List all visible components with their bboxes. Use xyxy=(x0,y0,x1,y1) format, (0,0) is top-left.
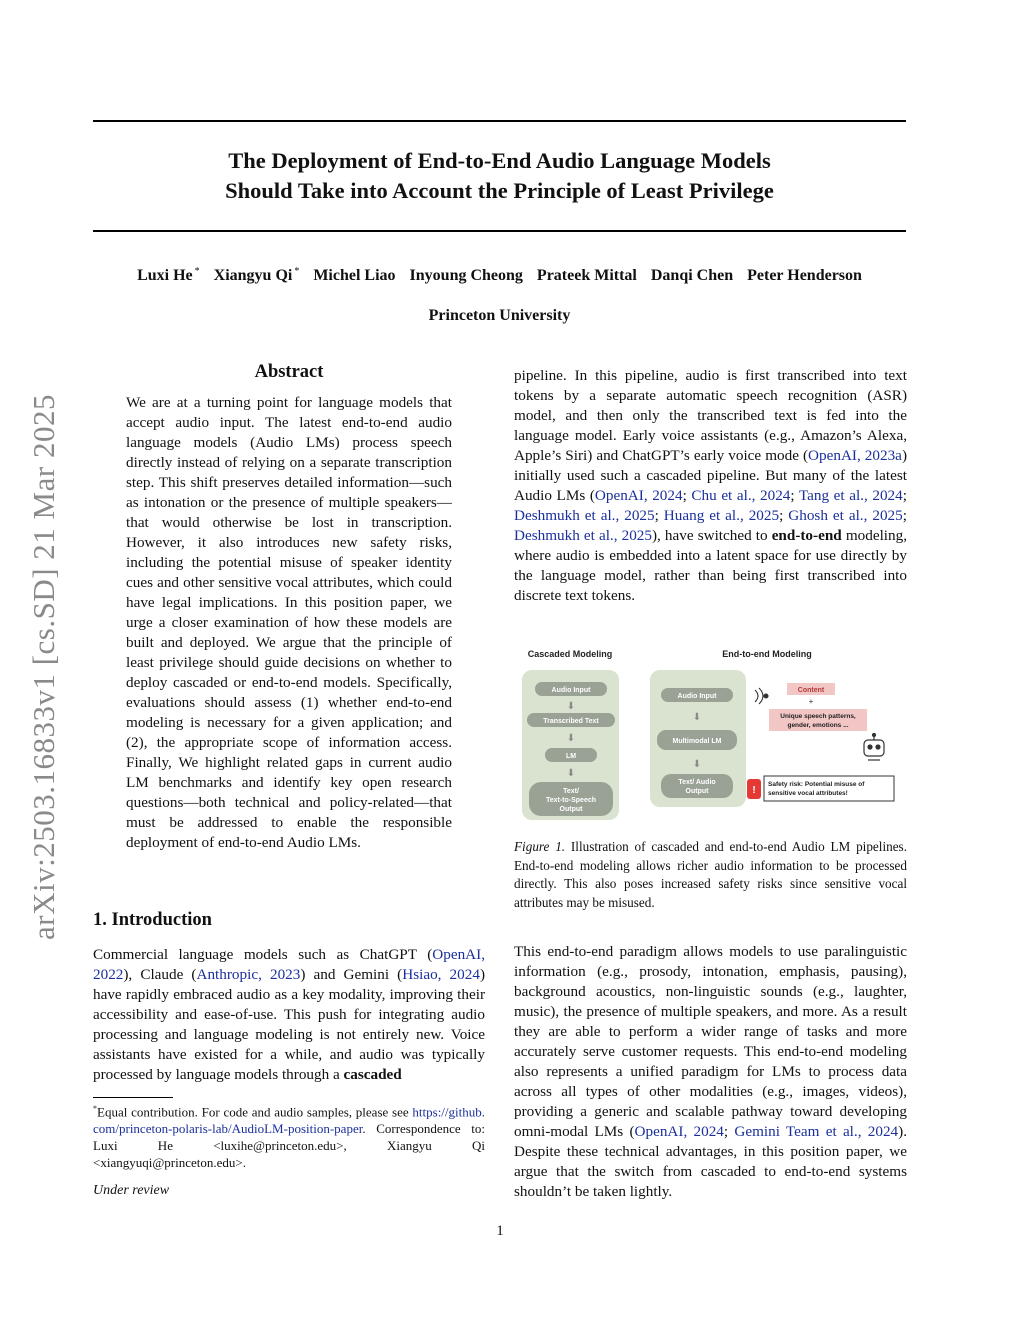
multimodal-lm-label: Multimodal LM xyxy=(672,738,722,745)
author: Michel Liao xyxy=(313,267,396,285)
lm-label: LM xyxy=(565,753,577,760)
alert-mark: ! xyxy=(752,785,756,796)
citation-link[interactable]: Hsiao, 2024 xyxy=(402,966,480,983)
title-line-1: The Deployment of End-to-End Audio Language Models xyxy=(228,148,771,173)
citation-link[interactable]: Gemini Team et al., 2024 xyxy=(734,1123,899,1140)
cascaded-title: Cascaded Modeling xyxy=(527,649,613,659)
arrow-down-icon: ⬇ xyxy=(692,712,702,723)
cascade-output-line-3: Output xyxy=(559,806,583,813)
safety-risk-line-2: sensitive vocal attributes! xyxy=(768,790,848,797)
unique-speech-line-1: Unique speech patterns, xyxy=(780,713,856,720)
e2e-output-line-2: Output xyxy=(685,788,709,795)
author: Xiangyu Qi * xyxy=(213,266,300,285)
footnote: *Equal contribution. For code and audio samples, please see https://github.com/princeton-polaris-lab/AudioLM-position-paper. Correspondence to: Luxi He <luxihe@princeton.edu>, Xiangyu Qi <xiangyuqi@princeton.edu>. xyxy=(93,1104,485,1171)
citation-link[interactable]: OpenAI, 2022 xyxy=(93,946,485,983)
code-url-link[interactable]: https://github.com/princeton-polaris-lab/AudioLM-position-paper xyxy=(93,1104,485,1137)
author: Prateek Mittal xyxy=(536,267,637,285)
section-heading-introduction: 1. Introduction xyxy=(93,910,212,930)
citation-link[interactable]: Tang et al., 2024 xyxy=(798,487,903,504)
pipeline-paragraph: pipeline. In this pipeline, audio is first transcribed into text tokens by a separate automatic speech recognition (ASR) model, and then only the transcribed text is fed into the language model. Early voice assistants (e.g., Amazon’s Alexa, Apple’s Siri) and ChatGPT’s early voice mode (OpenAI, 2023a) initially used such a cascaded pipeline. But many of the latest Audio LMs (OpenAI, 2024; Chu et al., 2024; Tang et al., 2024; Deshmukh et al., 2025; Huang et al., 2025; Ghosh et al., 2025; Deshmukh et al., 2025), have switched to end-to-end modeling, where audio is embedded into a latent space for use directly by the language model, rather than being first transcribed into discrete text tokens. xyxy=(514,367,907,604)
abstract-text: We are at a turning point for language models that accept audio input. The latest end-to-end audio language models (Audio LMs) process speech directly instead of relying on a separate transcription step. This shift preserves detailed information—such as intonation or the presence of multiple speakers—that would otherwise be lost in transcription. However, it also introduces new safety risks, including the potential misuse of speaker identity cues and other sensitive vocal attributes, which could have legal implications. In this position paper, we urge a closer examination of how these models are built and deployed. We argue that the principle of least privilege should guide decisions on whether to deploy cascaded or end-to-end models. Specifically, evaluations should assess (1) whether end-to-end modeling is necessary for a given application; and (2), the appropriate scope of information access. Finally, We highlight related gaps in current audio LM benchmarks and identify key open research questions—both technical and policy-related—that must be addressed to enable the responsible deployment of end-to-end Audio LMs. xyxy=(126,394,452,851)
citation-link[interactable]: Huang et al., 2025 xyxy=(663,507,780,524)
paradigm-paragraph: This end-to-end paradigm allows models to use paralinguistic information (e.g., prosody, intonation, emphasis, pausing), background acoustics, non-linguistic sounds (e.g., laughter, music), the presence of multiple speakers, and more. As a result they are able to perform a wider range of tasks and more accurately serve customer requests. This end-to-end modeling also represents a unified paradigm for LMs to process data across all types of other modalities (e.g., images, videos), providing a generic and scalable pathway toward developing omni-modal LMs (OpenAI, 2024; Gemini Team et al., 2024). Despite these technical advantages, in this position paper, we argue that the switch from cascaded to end-to-end systems shouldn’t be taken lightly. xyxy=(514,943,907,1200)
intro-paragraph: Commercial language models such as ChatGPT (OpenAI, 2022), Claude (Anthropic, 2023) and Gemini (Hsiao, 2024) have rapidly embraced audio as a key modality, improving their accessibility and ease-of-use. This push for integrating audio processing and language modeling is not entirely new. Voice assistants have existed for a while, and audio was typically processed by language models through a cascaded xyxy=(93,946,485,1083)
title-top-rule xyxy=(93,120,906,122)
affiliation: Princeton University xyxy=(428,307,571,324)
arxiv-stamp: arXiv:2503.16833v1 [cs.SD] 21 Mar 2025 xyxy=(26,394,61,940)
title-line-2: Should Take into Account the Principle of Least Privilege xyxy=(225,178,774,203)
author: Inyoung Cheong xyxy=(409,267,523,285)
citation-link[interactable]: OpenAI, 2023a xyxy=(808,447,902,464)
citation-link[interactable]: Anthropic, 2023 xyxy=(196,966,301,983)
author: Peter Henderson xyxy=(747,267,862,285)
safety-risk-line-1: Safety risk: Potential misuse of xyxy=(768,781,865,788)
author: Danqi Chen xyxy=(650,267,734,285)
citation-link[interactable]: OpenAI, 2024 xyxy=(634,1123,724,1140)
citation-link[interactable]: Deshmukh et al., 2025 xyxy=(514,507,655,524)
title-bottom-rule xyxy=(93,230,906,232)
citation-link[interactable]: Ghosh et al., 2025 xyxy=(788,507,903,524)
content-label: Content xyxy=(797,687,825,694)
arrow-down-icon: ⬇ xyxy=(566,768,576,779)
footnote-rule xyxy=(93,1097,173,1098)
arrow-down-icon: ⬇ xyxy=(566,701,576,712)
under-review-note: Under review xyxy=(93,1183,170,1198)
arrow-down-icon: ⬇ xyxy=(692,759,702,770)
plus-sign: + xyxy=(808,697,814,706)
unique-speech-line-2: gender, emotions ... xyxy=(787,722,849,729)
safety-risk-box xyxy=(764,776,894,801)
paper-title xyxy=(93,146,906,206)
figure-1-diagram xyxy=(515,640,907,830)
arrow-down-icon: ⬇ xyxy=(566,733,576,744)
page-number: 1 xyxy=(496,1223,504,1239)
speaker-icon xyxy=(755,688,768,704)
citation-link[interactable]: Chu et al., 2024 xyxy=(691,487,791,504)
cascade-output-line-2: Text-to-Speech xyxy=(545,797,597,804)
cascade-audio-input-label: Audio Input xyxy=(551,687,591,694)
end-to-end-title: End-to-end Modeling xyxy=(722,649,812,659)
e2e-audio-input-label: Audio Input xyxy=(677,693,717,700)
robot-icon xyxy=(864,734,884,761)
figure-1-caption: Figure 1. Illustration of cascaded and end-to-end Audio LM pipelines. End-to-end modeling allows richer audio information to be processed directly. This also poses increased safety risks since sensitive vocal attributes may be misused. xyxy=(514,839,907,910)
cascade-output-line-1: Text/ xyxy=(563,788,579,795)
author: Luxi He * xyxy=(137,266,200,285)
e2e-output-line-1: Text/ Audio xyxy=(678,779,716,786)
transcribed-text-label: Transcribed Text xyxy=(543,718,599,725)
citation-link[interactable]: Deshmukh et al., 2025 xyxy=(514,527,652,544)
citation-link[interactable]: OpenAI, 2024 xyxy=(594,487,683,504)
abstract-heading: Abstract xyxy=(254,362,324,382)
author-list xyxy=(93,266,906,285)
